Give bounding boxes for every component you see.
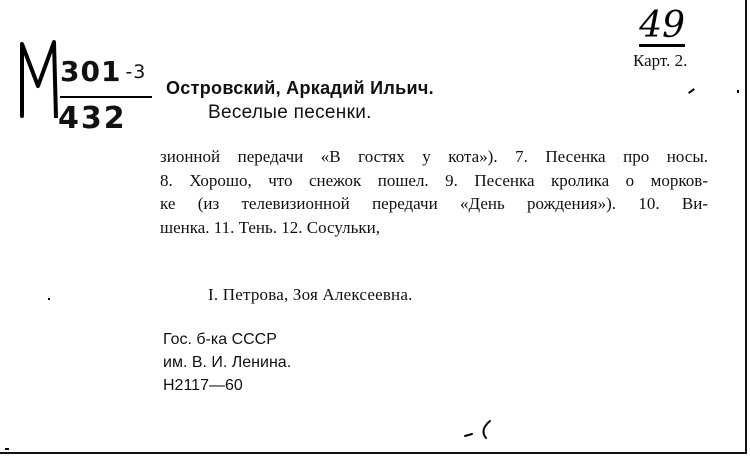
scan-speck [737, 90, 739, 93]
library-line: им. В. И. Ленина. [163, 354, 292, 371]
author-heading: Островский, Аркадий Ильич. [166, 78, 434, 98]
shelf-mark-letter-icon [18, 38, 60, 118]
contents-line: зионной передачи «В гостях у кота»). 7. Песенка про носы. [160, 147, 708, 166]
scan-speck [5, 448, 9, 450]
handwritten-number: 49 [639, 5, 685, 46]
added-entry-tracing: I. Петрова, Зоя Алексеевна. [208, 285, 413, 304]
handwritten-mark-icon [462, 418, 498, 442]
work-title: Веселые песенки. [208, 102, 372, 123]
contents-line: шенка. 11. Тень. 12. Сосульки, [160, 217, 380, 237]
shelf-mark-line1: 301 $^{-3}$ [60, 55, 147, 88]
contents-note [160, 145, 708, 239]
library-line: Н2117—60 [163, 377, 243, 394]
library-line: Гос. б-ка СССР [163, 331, 277, 348]
scan-speck [688, 88, 695, 94]
card-number-label: Карт. 2. [633, 51, 688, 70]
contents-line: 8. Хорошо, что снежок пошел. 9. Песенка кролика о морков- [160, 170, 708, 190]
contents-line: ке (из телевизионной передачи «День рождения»). 10. Ви- [160, 194, 708, 213]
shelf-mark-divider [60, 96, 152, 98]
scan-speck [48, 298, 50, 300]
shelf-mark-line2: 432 [58, 101, 127, 136]
library-imprint [163, 328, 291, 397]
